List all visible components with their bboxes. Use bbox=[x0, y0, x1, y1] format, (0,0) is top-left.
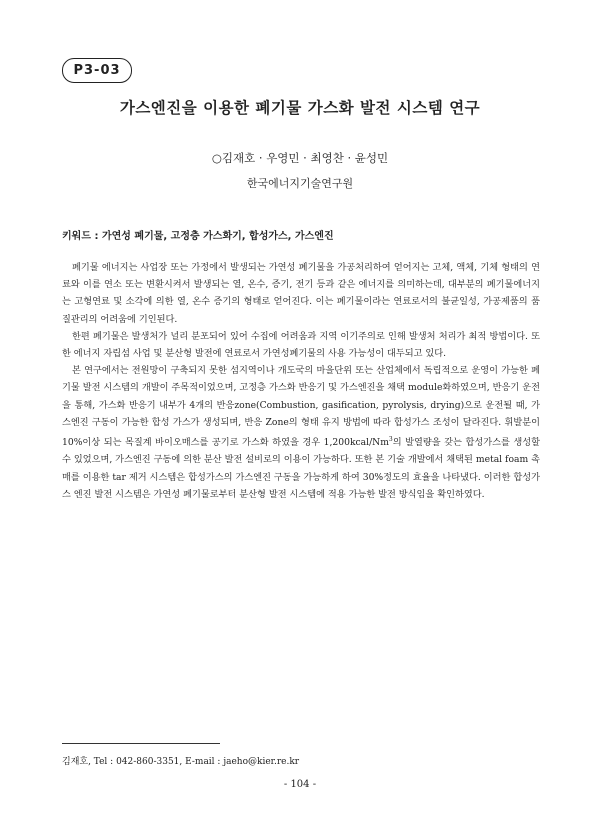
abstract-paragraph-3-part-a: 본 연구에서는 전원망이 구축되지 못한 섬지역이나 개도국의 마을단위 또는 산업체에서 독립적으로 운영이 가능한 폐기물 발전 시스템의 개발이 주목적이었으며, 고정층 가스화 반응기 및 가스엔진을 채택 module화하였으며, 반응기 운전을 통해, 가스화 반응기 내부가 4개의 반응zone(Combustion, gasification, pyrolysis, drying)으로 운전될 때, 가스엔진 구동이 가능한 합성 가스가 생성되며, 반응 Zone의 형태 유지 방법에 따라 합성가스 조성이 달라진다. 휘발분이 10%이상 되는 목질계 바이오매스를 공기로 가스화 하였을 경우 1,200kcal/Nm bbox=[62, 365, 540, 449]
abstract-paragraph-1: 폐기물 에너지는 사업장 또는 가정에서 발생되는 가연성 폐기물을 가공처리하여 얻어지는 고체, 액체, 기체 형태의 연료와 이를 연소 또는 변환시켜서 발생되는 열, 온수, 증기, 전기 등과 같은 에너지를 의미하는데, 대부분의 폐기물에너지는 고형연료 및 소각에 의한 열, 온수 증기의 형태로 얻어진다. 이는 폐기물이라는 연료로서의 불균일성, 가공제품의 품질관리의 어려움에 기인된다. bbox=[62, 262, 540, 325]
abstract-paragraph-3 bbox=[62, 362, 540, 503]
abstract-paragraph-3-part-b: 의 발열량을 갖는 합성가스를 생성할 수 있었으며, 가스엔진 구동에 의한 분산 발전 설비로의 이용이 가능하다. 또한 본 기술 개발에서 채택된 metal foam 촉매를 이용한 tar 제거 시스템은 합성가스의 가스엔진 구동을 가능하게 하여 30%정도의 효율을 나타냈다. 이러한 합성가스 엔진 발전 시스템은 가연성 폐기물로부터 분산형 발전 시스템에 적용 가능한 발전 방식임을 확인하였다. bbox=[62, 437, 540, 500]
paper-title: 가스엔진을 이용한 폐기물 가스화 발전 시스템 연구 bbox=[119, 99, 481, 117]
abstract-paragraph-2: 한편 폐기물은 발생처가 널리 분포되어 있어 수집에 어려움과 지역 이기주의로 인해 발생처 처리가 최적 방법이다. 또한 에너지 자립섬 사업 및 분산형 발전에 연료로서 가연성폐기물의 사용 가능성이 대두되고 있다. bbox=[62, 330, 540, 360]
footnote-divider bbox=[62, 743, 220, 744]
author-list: ○김재호 · 우영민 · 최영찬 · 윤성민 bbox=[211, 151, 389, 165]
abstract-body bbox=[62, 259, 540, 503]
affiliation: 한국에너지기술연구원 bbox=[246, 177, 354, 190]
keywords: 키워드 : 가연성 폐기물, 고정층 가스화기, 합성가스, 가스엔진 bbox=[62, 231, 334, 242]
footnote-contact: 김재호, Tel : 042-860-3351, E-mail : jaeho@kier.re.kr bbox=[62, 757, 300, 767]
superscript-exponent: 3 bbox=[388, 436, 393, 444]
session-badge: P3-03 bbox=[62, 58, 132, 83]
page-number: - 104 - bbox=[283, 779, 317, 790]
